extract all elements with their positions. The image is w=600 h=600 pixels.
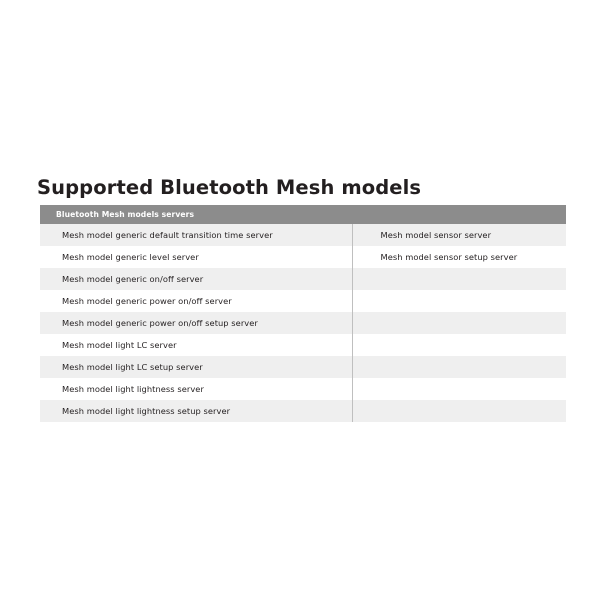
model-name-right — [352, 400, 566, 422]
table-body — [40, 224, 566, 422]
supported-models-table — [40, 205, 566, 422]
model-name-left: Mesh model generic power on/off setup server — [40, 312, 352, 334]
model-name-right — [352, 268, 566, 290]
table-row — [40, 290, 566, 312]
supported-models-table-wrapper — [40, 205, 566, 422]
table-header — [40, 205, 566, 224]
table-row — [40, 268, 566, 290]
model-name-left: Mesh model generic on/off server — [40, 268, 352, 290]
model-name-right: Mesh model sensor setup server — [352, 246, 566, 268]
model-name-right — [352, 378, 566, 400]
model-name-left: Mesh model light LC server — [40, 334, 352, 356]
model-name-right — [352, 312, 566, 334]
table-header-cell-blank — [352, 205, 566, 224]
table-row — [40, 246, 566, 268]
model-name-left: Mesh model generic default transition time server — [40, 224, 352, 246]
model-name-right — [352, 356, 566, 378]
table-header-row — [40, 205, 566, 224]
page-title: Supported Bluetooth Mesh models — [37, 176, 422, 200]
model-name-right — [352, 334, 566, 356]
table-row — [40, 224, 566, 246]
table-header-cell-servers: Bluetooth Mesh models servers — [40, 205, 352, 224]
table-row — [40, 356, 566, 378]
table-row — [40, 400, 566, 422]
model-name-left: Mesh model generic power on/off server — [40, 290, 352, 312]
model-name-left: Mesh model light lightness setup server — [40, 400, 352, 422]
table-row — [40, 312, 566, 334]
model-name-right — [352, 290, 566, 312]
table-row — [40, 378, 566, 400]
model-name-right: Mesh model sensor server — [352, 224, 566, 246]
table-row — [40, 334, 566, 356]
model-name-left: Mesh model light lightness server — [40, 378, 352, 400]
model-name-left: Mesh model generic level server — [40, 246, 352, 268]
model-name-left: Mesh model light LC setup server — [40, 356, 352, 378]
